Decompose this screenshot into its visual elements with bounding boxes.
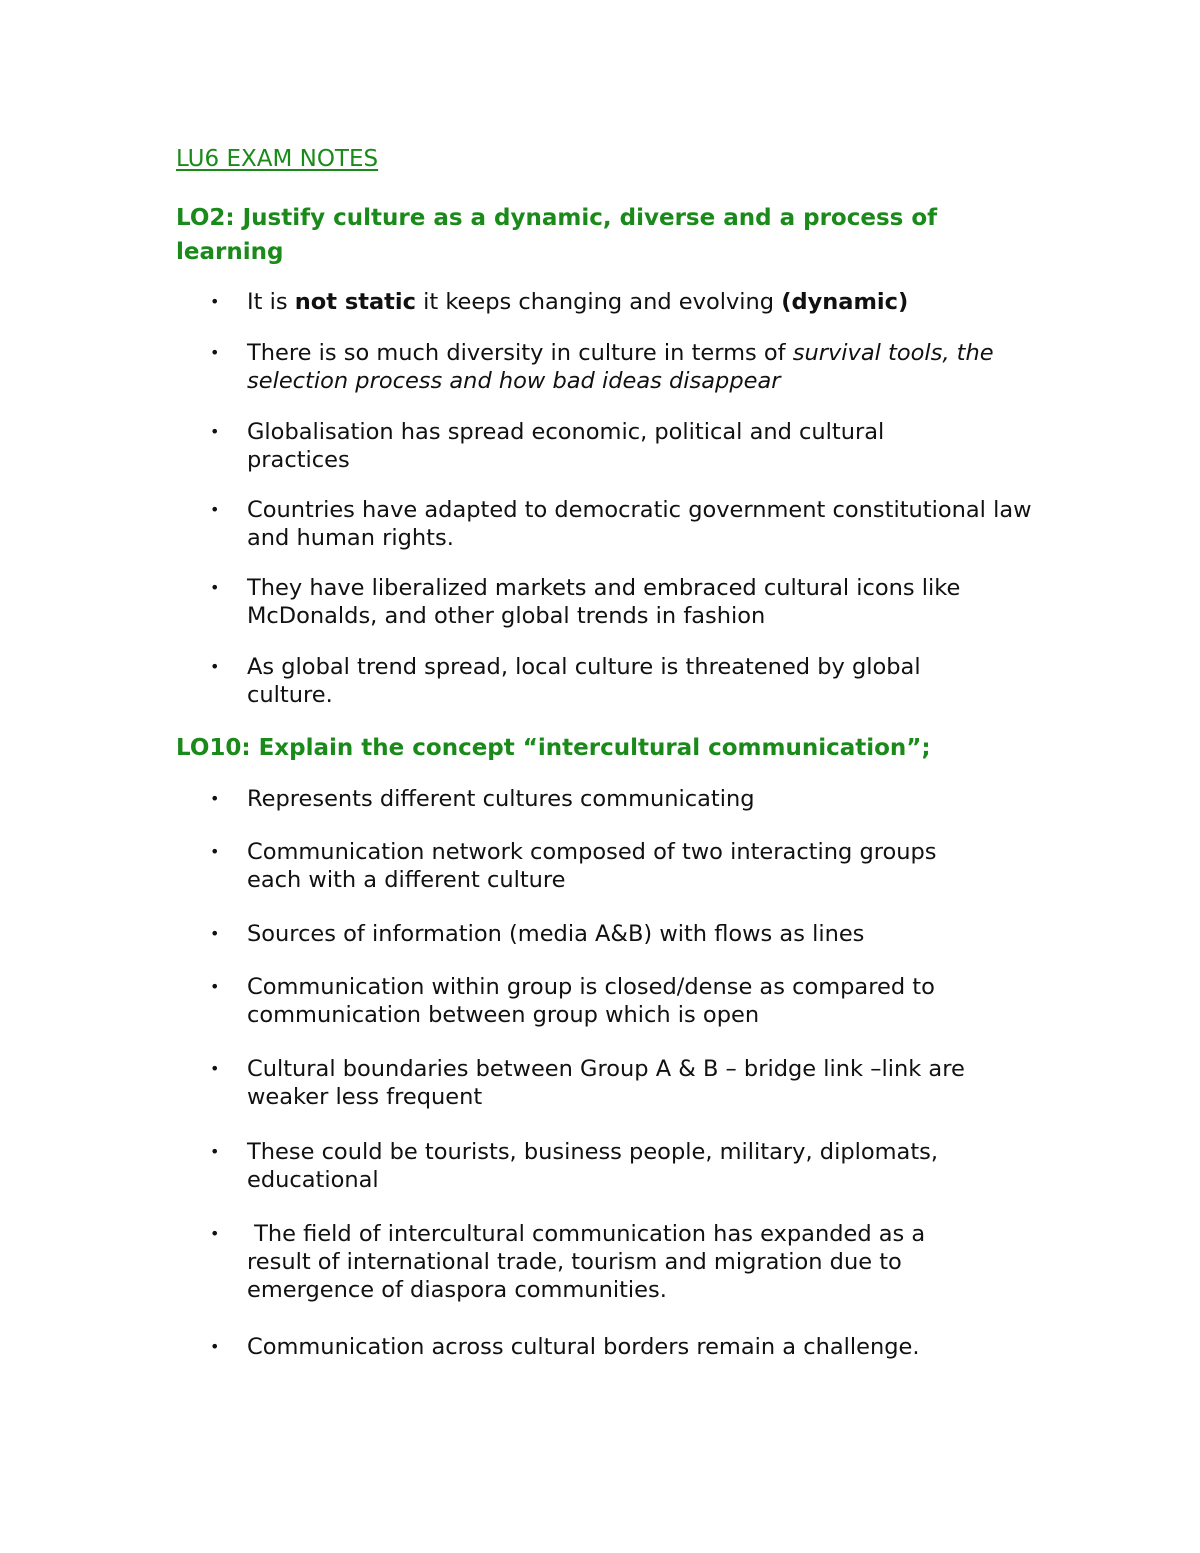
list-item	[210, 1055, 1037, 1111]
bullet-icon: •	[210, 500, 220, 519]
list-item	[210, 496, 1037, 552]
bullet-icon: •	[210, 578, 220, 597]
item-text: Globalisation has spread economic, political and cultural practices	[247, 419, 885, 473]
item-text: They have liberalized markets and embraced cultural icons like McDonalds, and other global trends in fashion	[247, 575, 961, 629]
list-item	[210, 920, 1037, 948]
list-item	[210, 973, 997, 1029]
bullet-icon: •	[210, 343, 220, 362]
lo2-heading: LO2: Justify culture as a dynamic, diverse and a process of learning	[176, 205, 938, 265]
document-title: LU6 EXAM NOTES	[176, 146, 379, 172]
item-text: Communication within group is closed/dense as compared to communication between group which is open	[247, 974, 935, 1028]
item-text: These could be tourists, business people, military, diplomats, educational	[247, 1139, 939, 1193]
bullet-icon: •	[210, 292, 220, 311]
bullet-icon: •	[210, 1059, 220, 1078]
bullet-icon: •	[210, 789, 220, 808]
list-item	[210, 838, 997, 894]
item-text-pre: There is so much diversity in culture in terms of	[247, 340, 793, 366]
item-text: Communication across cultural borders remain a challenge.	[247, 1334, 920, 1360]
bullet-icon: •	[210, 422, 220, 441]
bullet-icon: •	[210, 842, 220, 861]
bullet-icon: •	[210, 1224, 220, 1243]
item-text: Sources of information (media A&B) with flows as lines	[247, 921, 865, 947]
list-item	[210, 653, 977, 709]
item-text: Represents different cultures communicating	[247, 786, 755, 812]
lo10-heading: LO10: Explain the concept “intercultural communication”;	[176, 735, 931, 761]
list-item	[210, 1333, 1037, 1361]
bullet-icon: •	[210, 1142, 220, 1161]
list-item	[210, 785, 1037, 813]
bullet-icon: •	[210, 977, 220, 996]
item-text: As global trend spread, local culture is threatened by global culture.	[247, 654, 921, 708]
list-item	[210, 1220, 987, 1304]
list-item	[210, 1138, 1007, 1194]
list-item	[210, 418, 947, 474]
item-text: The field of intercultural communication has expanded as a result of international trade, tourism and migration due to emergence of diaspora communities.	[247, 1221, 933, 1303]
bullet-icon: •	[210, 1337, 220, 1356]
item-text-mid: it keeps changing and evolving	[415, 289, 782, 315]
item-text: Countries have adapted to democratic government constitutional law and human rights.	[247, 497, 1032, 551]
list-item	[210, 574, 1037, 630]
bullet-icon: •	[210, 657, 220, 676]
item-text: Communication network composed of two interacting groups each with a different culture	[247, 839, 937, 893]
item-text-pre: It is	[247, 289, 295, 315]
list-item	[210, 288, 1037, 316]
item-text: Cultural boundaries between Group A & B – bridge link –link are weaker less frequent	[247, 1056, 965, 1110]
list-item	[210, 339, 1037, 395]
bullet-icon: •	[210, 924, 220, 943]
item-text-italic: survival tools, the selection process and how bad ideas disappear	[247, 340, 994, 394]
item-text-bold: not static	[294, 289, 416, 315]
item-text-bold: (dynamic)	[781, 289, 909, 315]
